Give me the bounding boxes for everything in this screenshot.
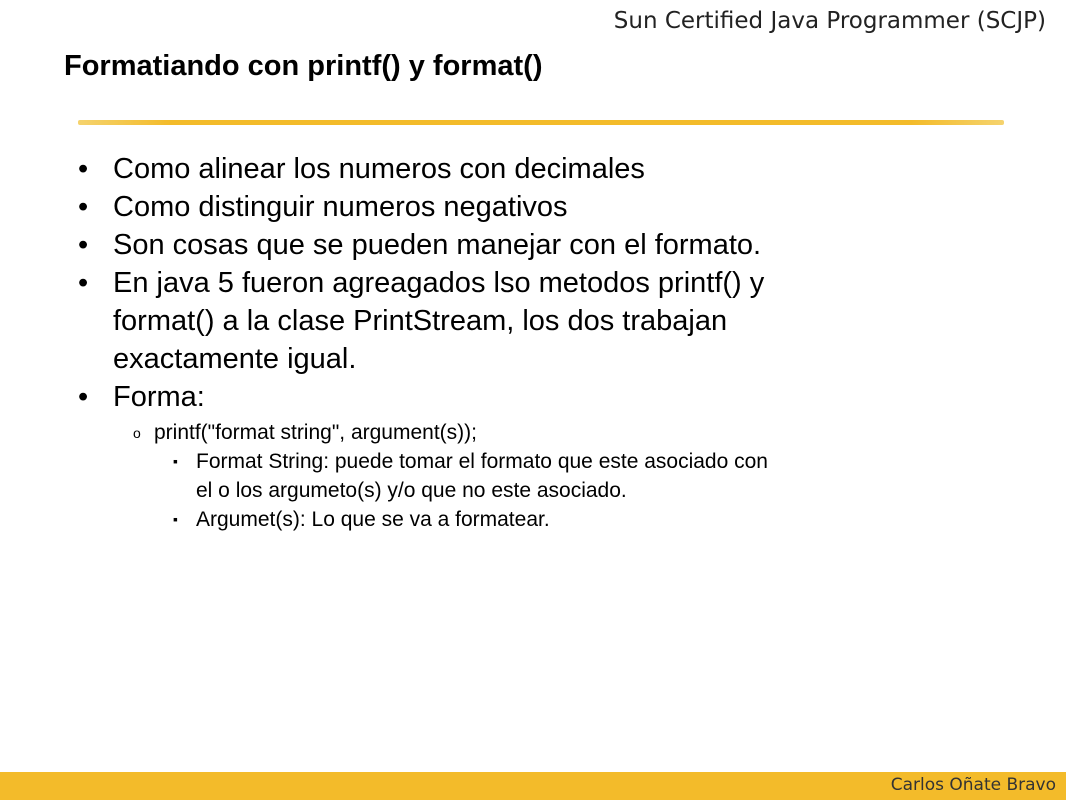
- course-title: Sun Certified Java Programmer (SCJP): [613, 8, 1046, 34]
- circle-bullet-icon: o: [133, 425, 141, 441]
- slide-title: Formatiando con printf() y format(): [64, 50, 543, 82]
- bullet-icon: •: [78, 381, 89, 413]
- bullet-text-line: Forma:: [113, 381, 205, 413]
- bullet-text-line: Como distinguir numeros negativos: [113, 191, 568, 223]
- bullet-icon: •: [78, 229, 89, 261]
- footer-author: Carlos Oñate Bravo: [890, 775, 1056, 795]
- square-bullet-icon: ▪: [173, 453, 178, 469]
- sub-bullet-text: printf("format string", argument(s));: [154, 421, 477, 444]
- bullet-item: [78, 188, 1018, 226]
- bullet-item: [78, 264, 1018, 378]
- bullet-item: [78, 226, 1018, 264]
- bullet-item: [78, 150, 1018, 188]
- sub-sub-bullet-text-line: Argumet(s): Lo que se va a formatear.: [196, 508, 550, 531]
- sub-sub-bullet-text-line: el o los argumeto(s) y/o que no este asociado.: [196, 479, 627, 502]
- bullet-text-line: exactamente igual.: [113, 343, 357, 375]
- square-bullet-icon: ▪: [173, 511, 178, 527]
- sub-bullet-item: [78, 418, 1018, 447]
- bullet-icon: •: [78, 267, 89, 299]
- bullet-list: [78, 150, 1018, 534]
- bullet-item: [78, 378, 1018, 416]
- sub-sub-bullet-item: [78, 505, 1018, 534]
- bullet-text-line: En java 5 fueron agreagados lso metodos printf() y: [113, 267, 765, 299]
- sub-sub-bullet-text-line: Format String: puede tomar el formato que este asociado con: [196, 450, 768, 473]
- bullet-text-line: Son cosas que se pueden manejar con el formato.: [113, 229, 762, 261]
- sub-sub-bullet-item: [78, 447, 1018, 505]
- bullet-text-line: Como alinear los numeros con decimales: [113, 153, 645, 185]
- footer-bar: [0, 772, 1066, 800]
- bullet-icon: •: [78, 153, 89, 185]
- bullet-text-line: format() a la clase PrintStream, los dos trabajan: [113, 305, 728, 337]
- title-divider: [78, 120, 1004, 125]
- bullet-icon: •: [78, 191, 89, 223]
